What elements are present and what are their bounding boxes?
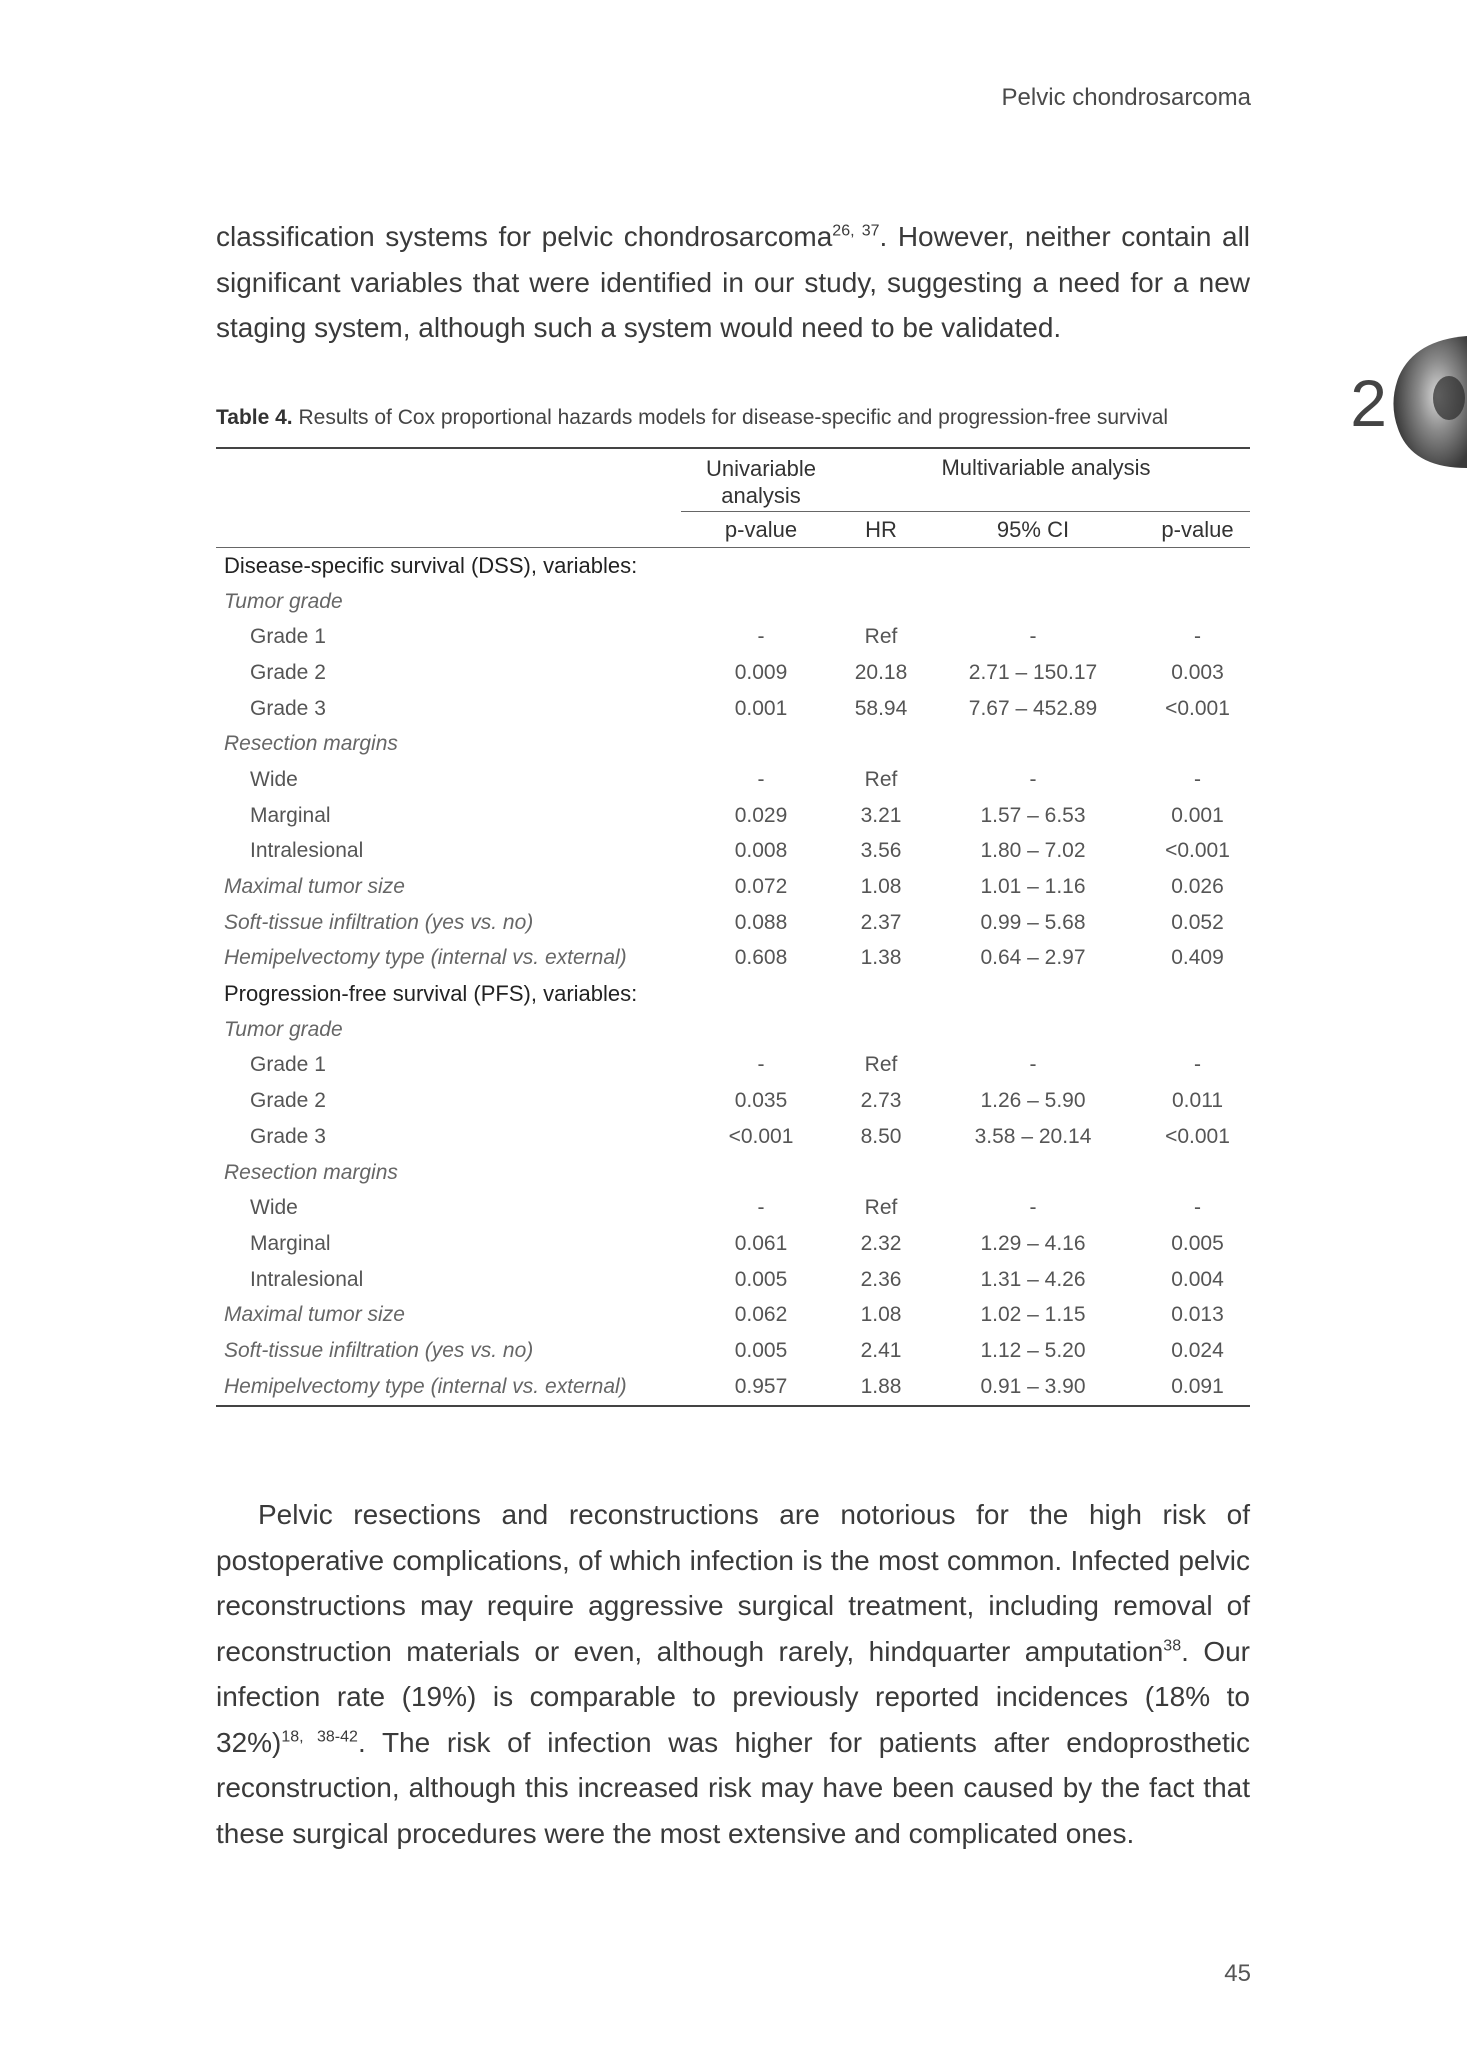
table-row: Progression-free survival (PFS), variables:: [224, 981, 638, 1007]
table-row: Grade 3 <0.001 8.50 3.58 – 20.14 <0.001: [250, 1124, 1230, 1148]
page-number: 45: [1224, 1960, 1251, 1987]
table-row: Grade 2 0.009 20.18 2.71 – 150.17 0.003: [250, 660, 1224, 684]
table-row: Wide - Ref - -: [250, 1196, 1201, 1220]
table-row: Grade 2 0.035 2.73 1.26 – 5.90 0.011: [250, 1089, 1223, 1113]
table-row: Grade 1 - Ref - -: [250, 1053, 1201, 1077]
table-row: Tumor grade: [224, 589, 343, 613]
table-row: Hemipelvectomy type (internal vs. external) 0.608 1.38 0.64 – 2.97 0.409: [224, 946, 1224, 970]
col-pvalue: p-value: [724, 516, 798, 542]
chapter-number: 2: [1350, 366, 1387, 440]
table-row: Tumor grade: [224, 1017, 343, 1041]
paragraph-intro: classification systems for pelvic chondrosarcoma$^{26, 37}$. However, neither contain all significant variables that were identified in our study, suggesting a need for a new staging system, although such a system would need to be validated.: [216, 221, 1251, 343]
table-row: Intralesional 0.008 3.56 1.80 – 7.02 <0.001: [250, 839, 1230, 863]
table-row: Hemipelvectomy type (internal vs. external) 0.957 1.88 0.91 – 3.90 0.091: [224, 1374, 1224, 1398]
running-head: Pelvic chondrosarcoma: [1001, 84, 1251, 111]
cox-results-table: [216, 447, 1250, 1407]
table-column-header: [216, 512, 1250, 548]
col-hr: HR: [865, 516, 897, 542]
table-group-header: [216, 449, 1250, 512]
univariable-header: Univariable analysis: [705, 456, 817, 508]
table-row: Maximal tumor size 0.062 1.08 1.02 – 1.15 0.013: [224, 1303, 1224, 1327]
table-caption: Table 4. Results of Cox proportional hazards models for disease-specific and progression-free survival: [216, 406, 1169, 429]
col-pvalue-multi: p-value: [1161, 516, 1234, 542]
table-row: Marginal 0.061 2.32 1.29 – 4.16 0.005: [250, 1231, 1224, 1255]
table-row: Resection margins: [224, 732, 398, 756]
multivariable-header: Multivariable analysis: [941, 455, 1151, 480]
col-ci: 95% CI: [996, 516, 1070, 542]
table-row: Disease-specific survival (DSS), variables:: [224, 552, 638, 578]
table-row: Wide - Ref - -: [250, 767, 1201, 791]
table-row: Soft-tissue infiltration (yes vs. no) 0.088 2.37 0.99 – 5.68 0.052: [224, 910, 1224, 934]
table-row: Grade 1 - Ref - -: [250, 625, 1201, 649]
paragraph-infection: Pelvic resections and reconstructions are notorious for the high risk of postoperative complications, of which infection is the most common. Infected pelvic reconstructions may require aggressive surgical treatment, including removal of reconstruction materials or even, although rarely, hindquarter amputation$^{38}$. Our infection rate (19%) is comparable to previously reported incidences (18% to 32%)$^{18, 38-42}$. The risk of infection was higher for patients after endoprosthetic reconstruction, although this increased risk may have been caused by the fact that these surgical procedures were the most extensive and complicated ones.: [216, 1499, 1250, 1849]
chapter-thumb-tab: [1387, 336, 1467, 468]
table-row: Resection margins: [224, 1160, 398, 1184]
table-row: Maximal tumor size 0.072 1.08 1.01 – 1.16 0.026: [224, 875, 1224, 899]
table-row: Marginal 0.029 3.21 1.57 – 6.53 0.001: [250, 803, 1224, 827]
table-row: Soft-tissue infiltration (yes vs. no) 0.005 2.41 1.12 – 5.20 0.024: [224, 1338, 1224, 1362]
table-row: Grade 3 0.001 58.94 7.67 – 452.89 <0.001: [250, 696, 1230, 720]
table-row: Intralesional 0.005 2.36 1.31 – 4.26 0.004: [250, 1267, 1224, 1291]
